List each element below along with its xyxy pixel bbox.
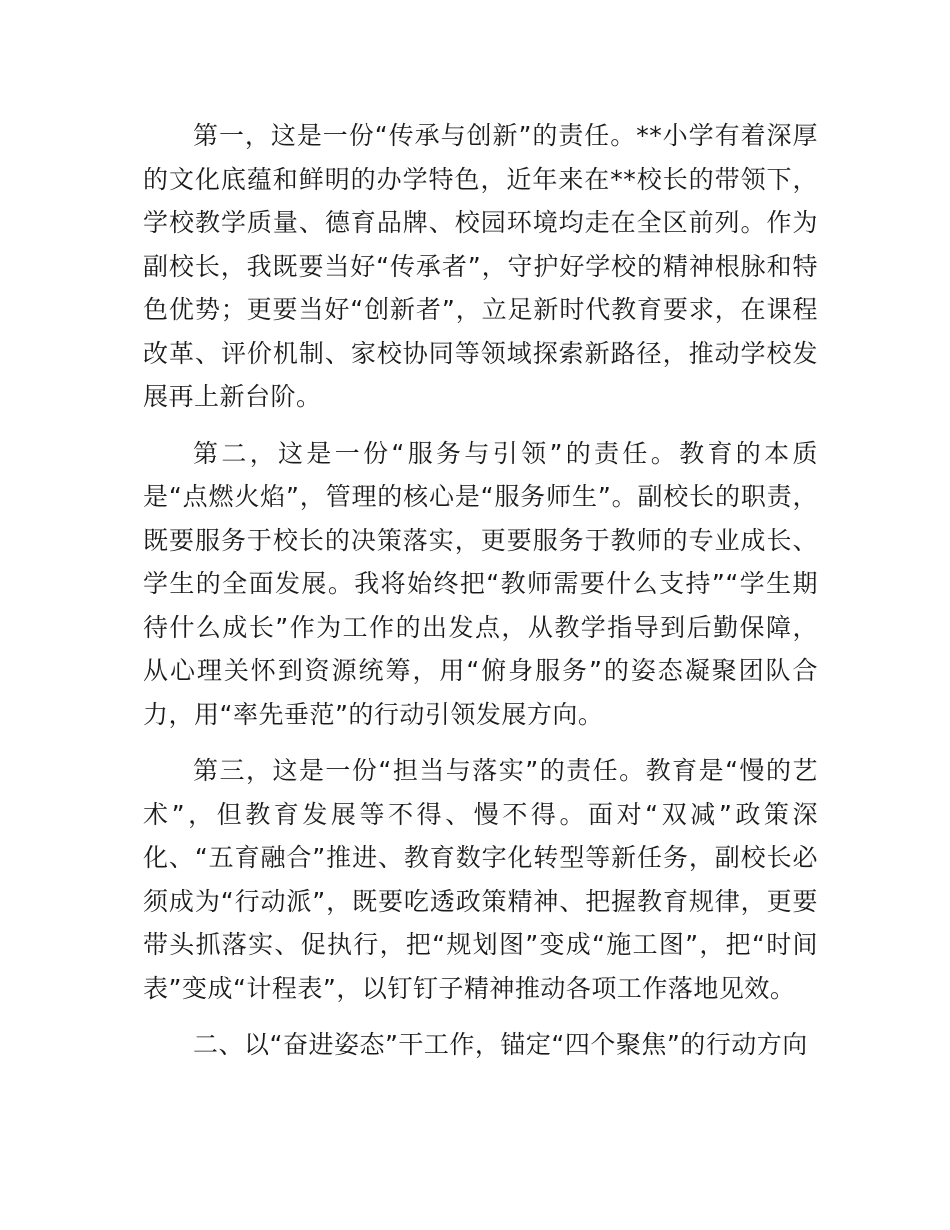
section-heading: 二、以“奋进姿态”干工作，锚定“四个聚焦”的行动方向	[193, 1030, 808, 1059]
document-body	[143, 114, 818, 1067]
paragraph-second: 第二，这是一份“服务与引领”的责任。教育的本质是“点燃火焰”，管理的核心是“服务师生”。副校长的职责，既要服务于校长的决策落实，更要服务于教师的专业成长、学生的全面发展。我将始终把“教师需要什么支持”“学生期待什么成长”作为工作的出发点，从教学指导到后勤保障，从心理关怀到资源统筹，用“俯身服务”的姿态凝聚团队合力，用“率先垂范”的行动引领发展方向。	[143, 438, 818, 729]
paragraph-first: 第一，这是一份“传承与创新”的责任。**小学有着深厚的文化底蕴和鲜明的办学特色，近年来在**校长的带领下，学校教学质量、德育品牌、校园环境均走在全区前列。作为副校长，我既要当好“传承者”，守护好学校的精神根脉和特色优势；更要当好“创新者”，立足新时代教育要求，在课程改革、评价机制、家校协同等领域探索新路径，推动学校发展再上新台阶。	[143, 121, 818, 411]
paragraph-third: 第三，这是一份“担当与落实”的责任。教育是“慢的艺术”，但教育发展等不得、慢不得。面对“双减”政策深化、“五育融合”推进、教育数字化转型等新任务，副校长必须成为“行动派”，既要吃透政策精神、把握教育规律，更要带头抓落实、促执行，把“规划图”变成“施工图”，把“时间表”变成“计程表”，以钉钉子精神推动各项工作落地见效。	[143, 756, 818, 1003]
